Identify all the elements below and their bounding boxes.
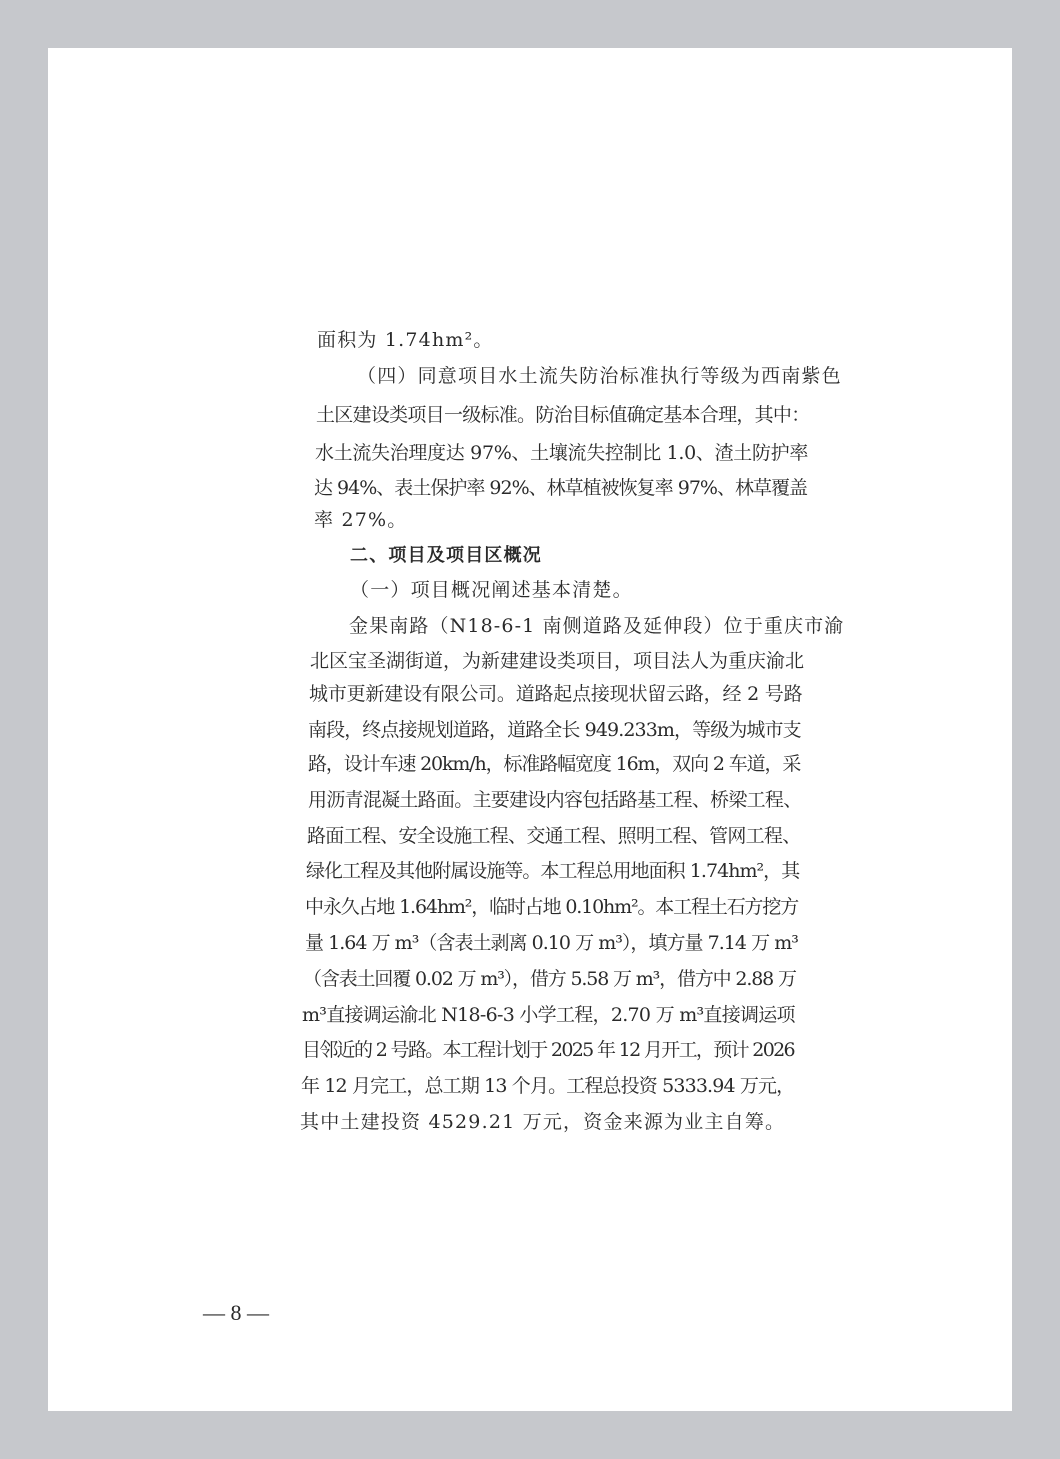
text-line: 北区宝圣湖街道，为新建建设类项目，项目法人为重庆渝北 (310, 650, 805, 672)
text-line: （一）项目概况阐述基本清楚。 (350, 579, 633, 601)
text-line: 绿化工程及其他附属设施等。本工程总用地面积 1.74hm²，其 (306, 860, 800, 882)
section-heading: 二、项目及项目区概况 (350, 545, 542, 566)
text-line: m³直接调运渝北 N18-6-3 小学工程，2.70 万 m³直接调运项 (302, 1004, 795, 1026)
text-line: 达 94%、表土保护率 92%、林草植被恢复率 97%、林草覆盖 (314, 477, 808, 499)
text-line: 面积为 1.74hm²。 (317, 329, 494, 351)
text-line: 金果南路（N18-6-1 南侧道路及延伸段）位于重庆市渝 (349, 615, 845, 637)
text-line: 量 1.64 万 m³（含表土剥离 0.10 万 m³），填方量 7.14 万 m³ (305, 932, 798, 954)
text-line: 路面工程、安全设施工程、交通工程、照明工程、管网工程、 (307, 825, 801, 847)
text-line: 其中土建投资 4529.21 万元，资金来源为业主自筹。 (300, 1111, 786, 1133)
text-line: （四）同意项目水土流失防治标准执行等级为西南紫色 (357, 365, 842, 387)
text-line: 年 12 月完工，总工期 13 个月。工程总投资 5333.94 万元， (301, 1075, 795, 1097)
text-line: 水土流失治理度达 97%、土壤流失控制比 1.0、渣土防护率 (315, 442, 809, 464)
text-line: 用沥青混凝土路面。主要建设内容包括路基工程、桥梁工程、 (308, 789, 802, 811)
text-line: 中永久占地 1.64hm²，临时占地 0.10hm²。本工程土石方挖方 (305, 896, 799, 918)
text-line: 率 27%。 (314, 509, 408, 531)
page-number: — 8 — (203, 1300, 269, 1325)
text-line: 城市更新建设有限公司。道路起点接现状留云路，经 2 号路 (309, 683, 803, 705)
text-line: （含表土回覆 0.02 万 m³），借方 5.58 万 m³，借方中 2.88 万 (303, 968, 796, 990)
text-line: 土区建设类项目一级标准。防治目标值确定基本合理，其中： (316, 404, 810, 426)
text-line: 目邻近的 2 号路。本工程计划于 2025 年 12 月开工，预计 2026 (302, 1039, 794, 1061)
text-line: 路，设计车速 20km/h，标准路幅宽度 16m，双向 2 车道，采 (308, 753, 801, 775)
text-line: 南段，终点接规划道路，道路全长 949.233m，等级为城市支 (308, 719, 801, 741)
